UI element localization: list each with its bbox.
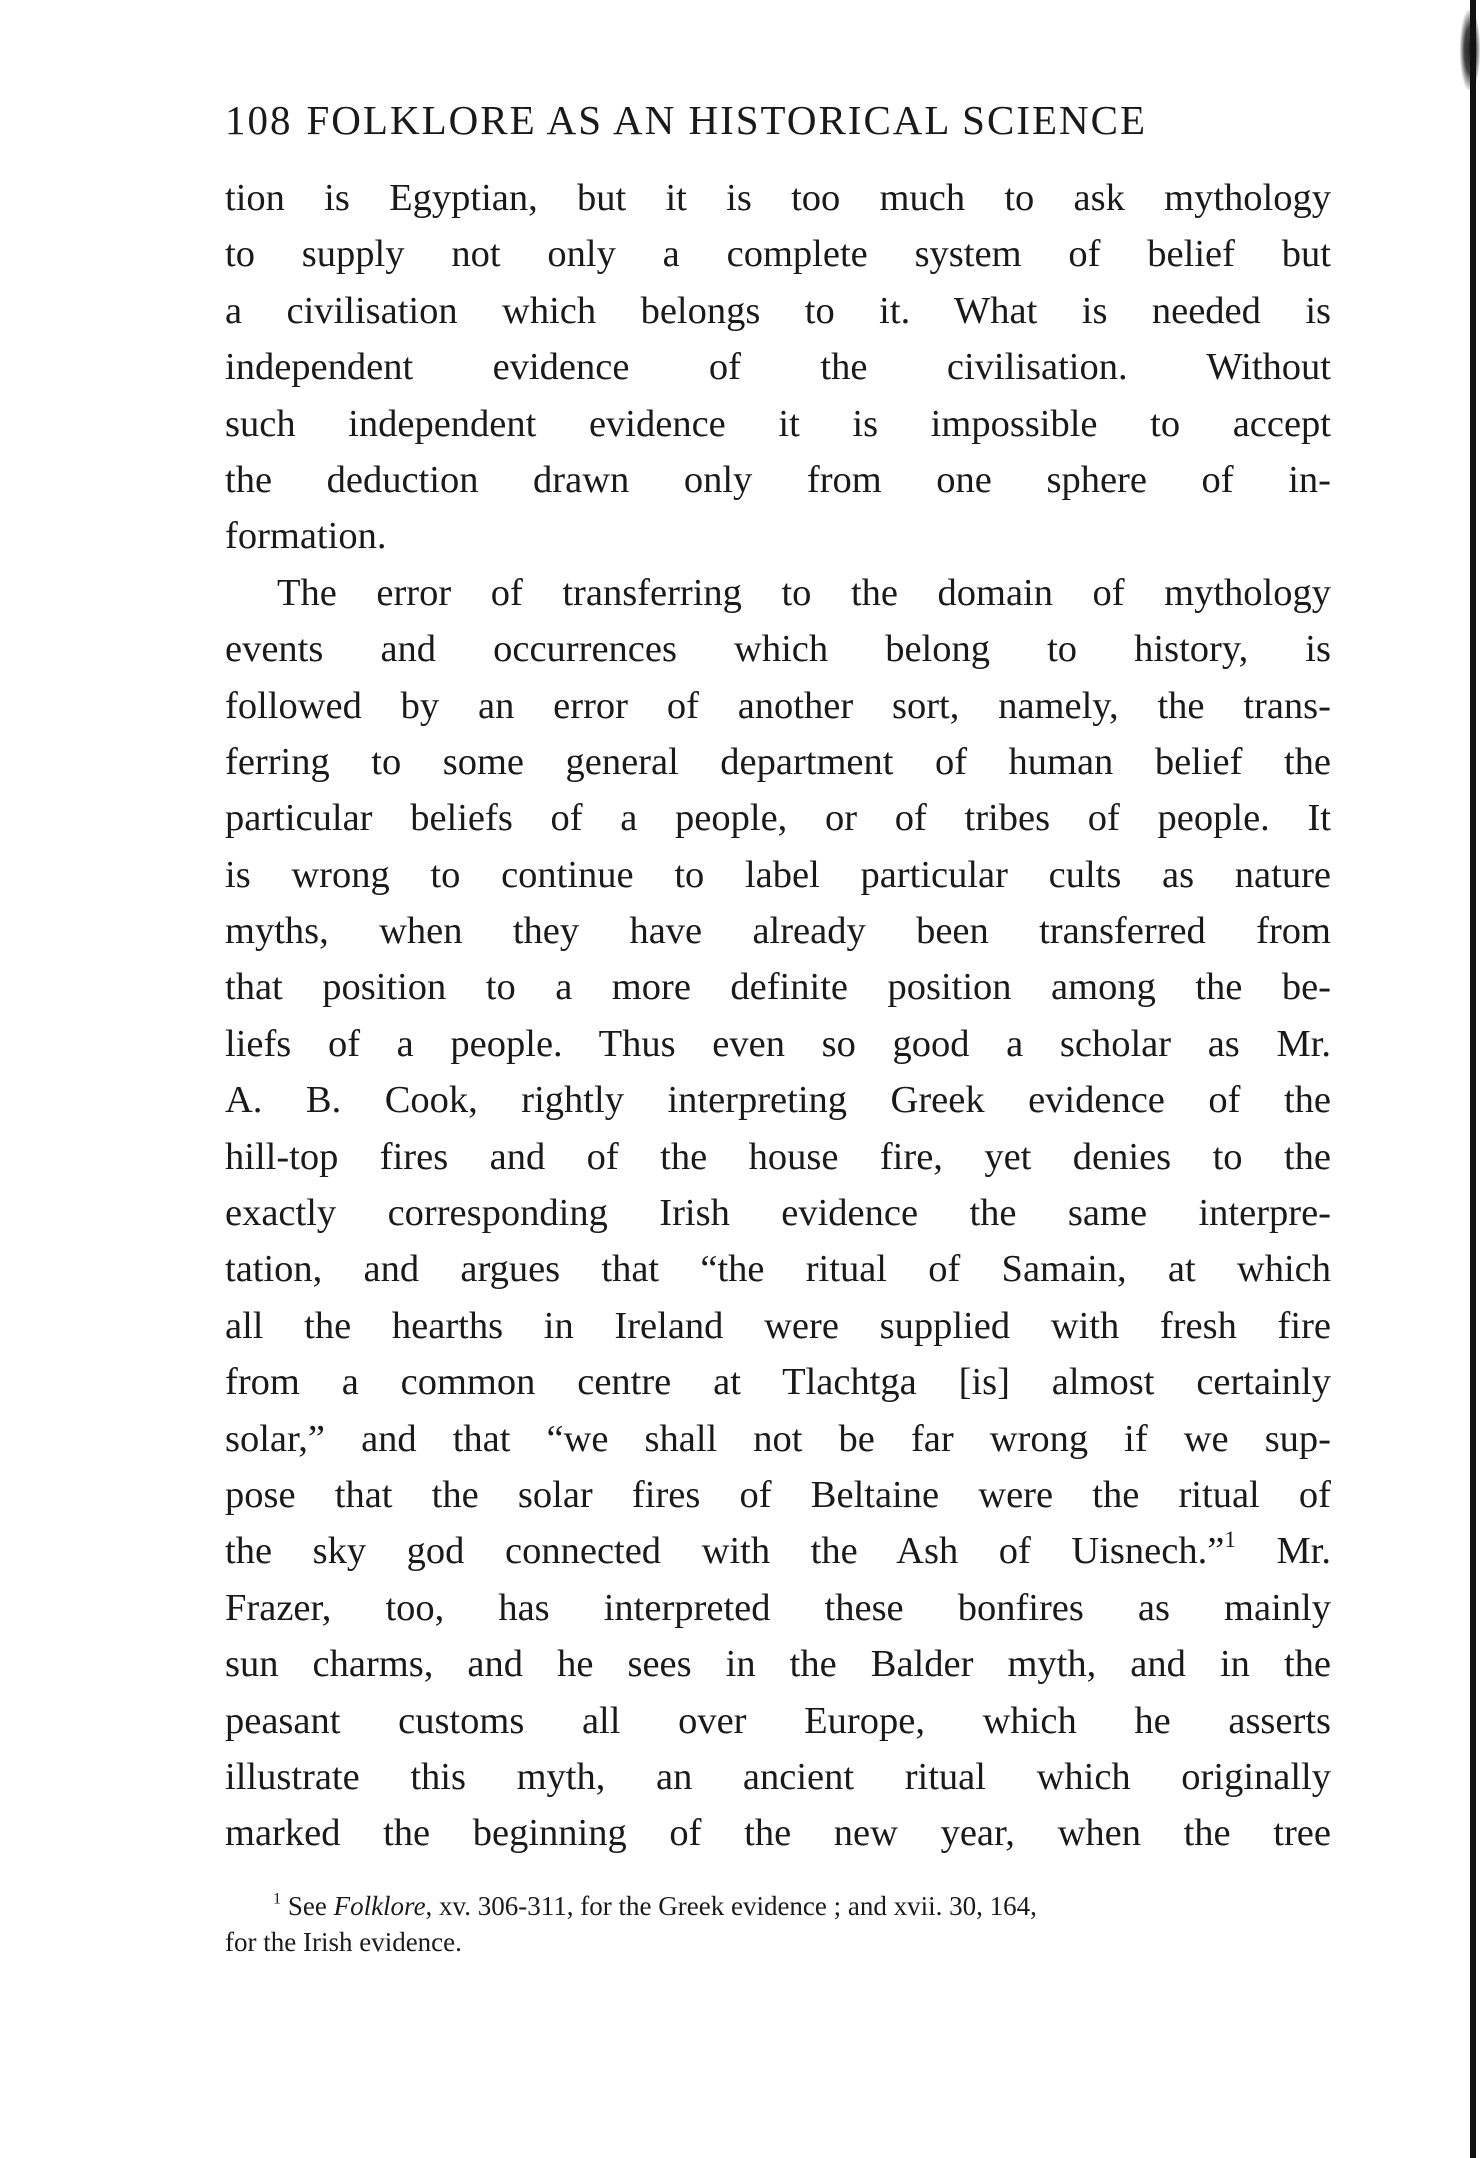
body-line: is wrong to continue to label particular cults as nature [225,853,1331,896]
running-title: FOLKLORE AS AN HISTORICAL SCIENCE [306,97,1148,143]
body-line: exactly corresponding Irish evidence the same interpre- [225,1192,1331,1235]
body-line: from a common centre at Tlachtga [is] almost certainly [225,1361,1331,1404]
running-header [225,96,1260,144]
footnote [225,1888,1331,1960]
body-text [225,170,1331,1862]
body-line: hill-top fires and of the house fire, yet denies to the [225,1135,1331,1178]
page-edge-bottom [1470,2058,1476,2158]
body-line-text: the sky god connected with the Ash of Uisnech.” [225,1530,1225,1573]
page-number: 108 [225,97,293,143]
body-line: a civilisation which belongs to it. What is needed is [225,289,1331,332]
body-line: formation. [225,515,387,558]
body-line: to supply not only a complete system of belief but [225,233,1331,276]
paragraph-first-line: The error of transferring to the domain of mythology [277,571,1331,614]
body-line: followed by an error of another sort, namely, the trans- [225,684,1331,727]
body-line: ferring to some general department of human belief the [225,740,1331,783]
body-line: liefs of a people. Thus even so good a scholar as Mr. [225,1022,1331,1065]
body-line: events and occurrences which belong to history, is [225,628,1331,671]
footnote-line [225,1888,1331,1924]
body-line: such independent evidence it is impossible to accept [225,402,1331,445]
footnote-journal: Folklore [333,1891,426,1921]
body-line: all the hearths in Ireland were supplied with fresh fire [225,1304,1331,1347]
body-line: particular beliefs of a people, or of tribes of people. It [225,797,1331,840]
body-line: the deduction drawn only from one sphere of in- [225,458,1331,501]
body-line-with-footnote-ref [225,1523,1331,1579]
footnote-reference: 1 [1224,1526,1236,1553]
footnote-see: See [287,1891,334,1921]
body-line: sun charms, and he sees in the Balder myth, and in the [225,1643,1331,1686]
body-line: tation, and argues that “the ritual of Samain, at which [225,1248,1331,1291]
body-line: peasant customs all over Europe, which he asserts [225,1699,1331,1742]
page-edge-bar [1470,0,1476,2158]
body-line-tail: Mr. [1235,1530,1331,1573]
body-line: marked the beginning of the new year, when the tree [225,1812,1331,1855]
body-line: independent evidence of the civilisation. Without [225,346,1331,389]
body-line: A. B. Cook, rightly interpreting Greek evidence of the [225,1079,1331,1122]
body-line: tion is Egyptian, but it is too much to ask mythology [225,177,1331,219]
body-line: illustrate this myth, an ancient ritual which originally [225,1755,1331,1798]
body-line: that position to a more definite position among the be- [225,966,1331,1009]
footnote-marker: 1 [273,1889,282,1908]
footnote-line: for the Irish evidence. [225,1927,462,1957]
body-line: Frazer, too, has interpreted these bonfires as mainly [225,1586,1331,1629]
body-line: pose that the solar fires of Beltaine were the ritual of [225,1473,1331,1516]
body-line: solar,” and that “we shall not be far wrong if we sup- [225,1417,1331,1460]
body-line: myths, when they have already been transferred from [225,910,1331,953]
footnote-text: , xv. 306-311, for the Greek evidence ; and xvii. 30, 164, [425,1891,1037,1921]
